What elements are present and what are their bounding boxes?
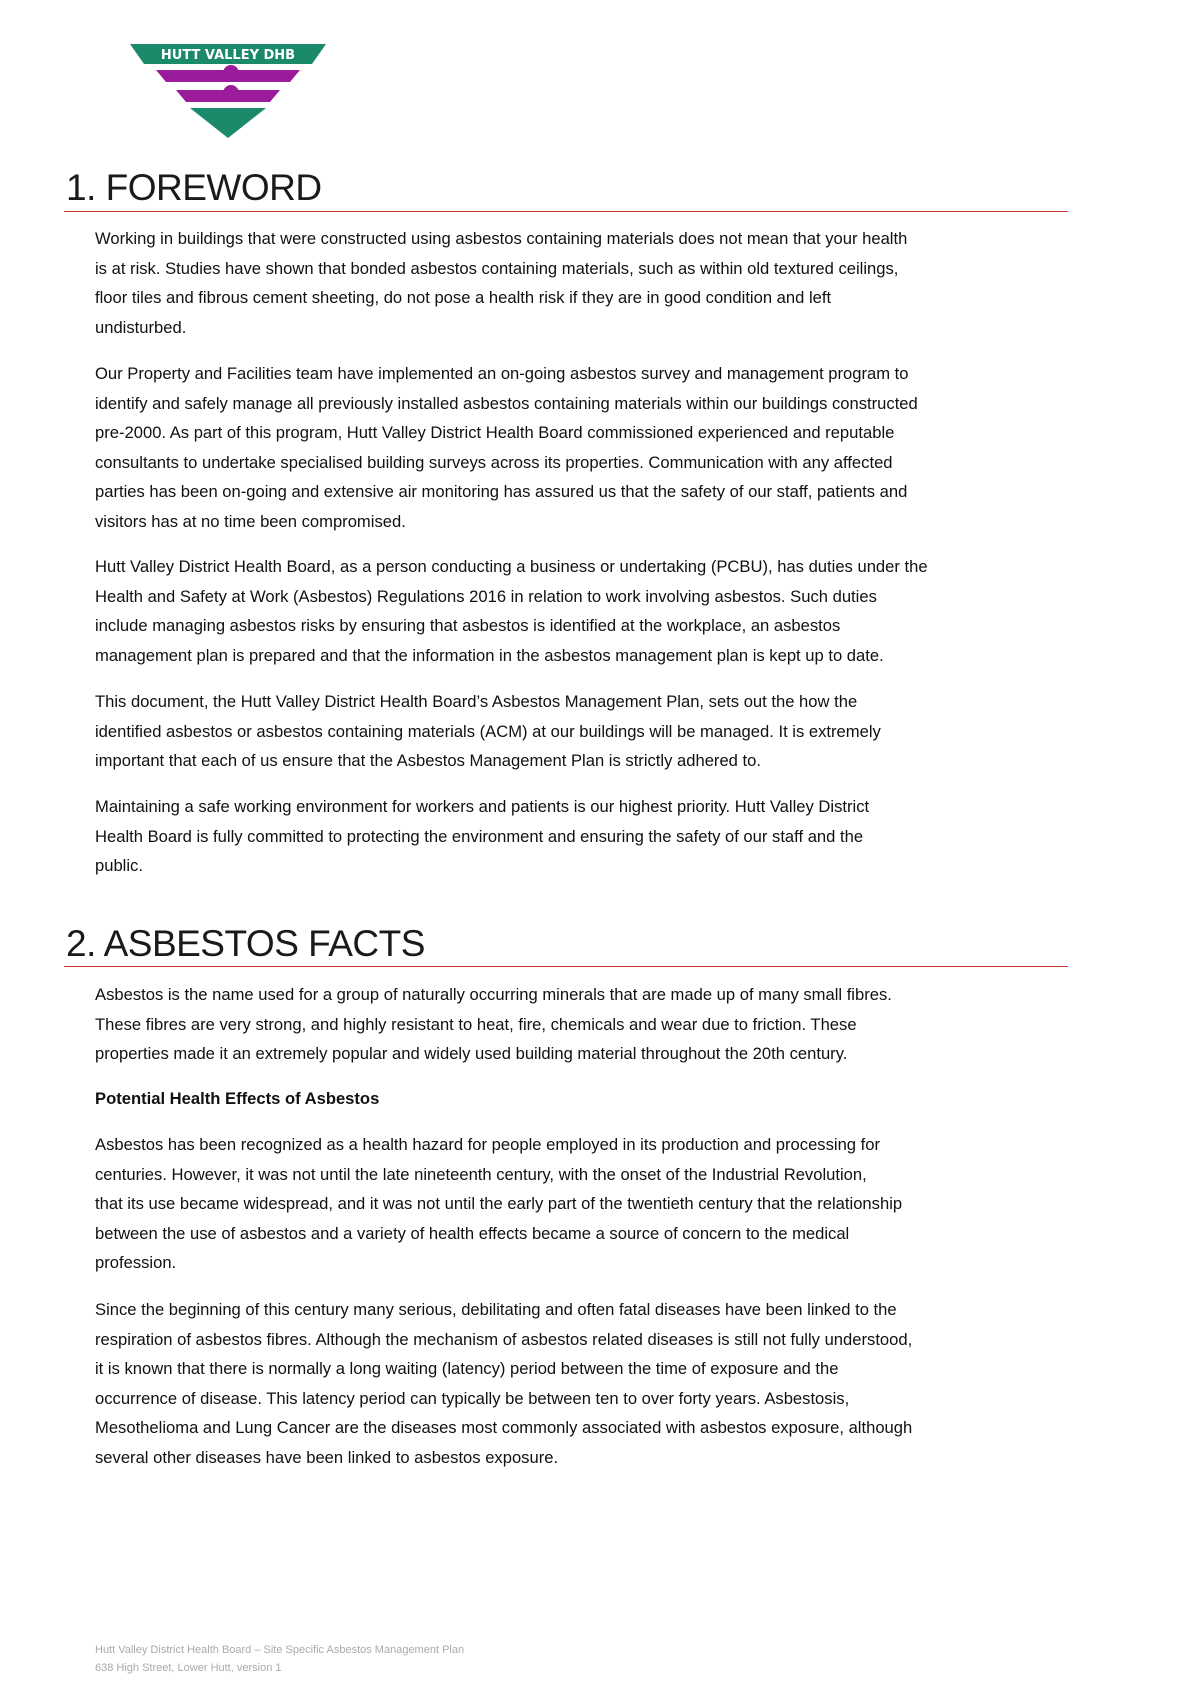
heading-divider: [64, 211, 1068, 212]
paragraph: [95, 224, 1070, 342]
footer: [95, 1641, 464, 1677]
heading-divider: [64, 966, 1068, 967]
paragraph: [95, 1295, 1070, 1472]
paragraph: [95, 359, 1070, 536]
paragraph: [95, 687, 1070, 776]
paragraph: [95, 1130, 1070, 1278]
text-line: Working in buildings that were constructed using asbestos containing materials does not mean that your health: [95, 229, 908, 248]
text-line: centuries. However, it was not until the late nineteenth century, with the onset of the Industrial Revolution,: [95, 1164, 867, 1184]
paragraph: [95, 980, 1070, 1069]
text-line: undisturbed.: [95, 317, 187, 337]
subheading-health-effects: Potential Health Effects of Asbestos: [95, 1089, 380, 1108]
text-line: that its use became widespread, and it was not until the early part of the twentieth century that the relationship: [95, 1194, 903, 1213]
footer-title: Hutt Valley District Health Board – Site Specific Asbestos Management Plan: [95, 1644, 465, 1656]
text-line: Our Property and Facilities team have implemented an on-going asbestos survey and management program to: [95, 364, 909, 383]
text-line: Health Board is fully committed to protecting the environment and ensuring the safety of our staff and the: [95, 826, 864, 846]
text-line: pre-2000. As part of this program, Hutt Valley District Health Board commissioned experienced and reputable: [95, 423, 895, 442]
footer-address: 638 High Street, Lower Hutt, version 1: [95, 1662, 282, 1674]
text-line: Since the beginning of this century many serious, debilitating and often fatal diseases have been linked to the: [95, 1300, 897, 1319]
text-line: Hutt Valley District Health Board, as a person conducting a business or undertaking (PCBU), has duties under the: [95, 557, 928, 576]
text-line: These fibres are very strong, and highly resistant to heat, fire, chemicals and wear due to friction. These: [95, 1014, 857, 1034]
text-line: public.: [95, 856, 143, 875]
paragraph: [95, 792, 1070, 881]
paragraph: [95, 552, 1070, 670]
text-line: Mesothelioma and Lung Cancer are the diseases most commonly associated with asbestos exposure, although: [95, 1418, 913, 1437]
text-line: profession.: [95, 1253, 177, 1272]
text-line: include managing asbestos risks by ensuring that asbestos is identified at the workplace, an asbestos: [95, 616, 841, 635]
hutt-valley-dhb-logo: [128, 42, 328, 142]
svg-text:HUTT VALLEY DHB: HUTT VALLEY DHB: [160, 48, 296, 63]
text-line: is at risk. Studies have shown that bonded asbestos containing materials, such as within old textured ceilings,: [95, 258, 899, 278]
text-line: Health and Safety at Work (Asbestos) Regulations 2016 in relation to work involving asbestos. Such duties: [95, 586, 877, 606]
section-heading-foreword: 1. FOREWORD: [66, 167, 322, 208]
text-line: This document, the Hutt Valley District Health Board’s Asbestos Management Plan, sets out the how the: [95, 692, 858, 711]
text-line: identify and safely manage all previously installed asbestos containing materials within our buildings constructed: [95, 393, 918, 413]
section-heading-asbestos-facts: 2. ASBESTOS FACTS: [66, 923, 425, 964]
text-line: Asbestos has been recognized as a health hazard for people employed in its production and processing for: [95, 1135, 881, 1154]
text-line: floor tiles and fibrous cement sheeting, do not pose a health risk if they are in good condition and left: [95, 288, 832, 307]
text-line: between the use of asbestos and a variety of health effects became a source of concern to the medical: [95, 1223, 850, 1243]
text-line: it is known that there is normally a long waiting (latency) period between the time of exposure and the: [95, 1359, 839, 1378]
text-line: properties made it an extremely popular and widely used building material throughout the 20th century.: [95, 1044, 848, 1063]
text-line: parties has been on-going and extensive air monitoring has assured us that the safety of our staff, patients and: [95, 482, 908, 501]
text-line: important that each of us ensure that the Asbestos Management Plan is strictly adhered to.: [95, 751, 761, 770]
text-line: visitors has at no time been compromised.: [95, 511, 406, 531]
text-line: Asbestos is the name used for a group of naturally occurring minerals that are made up of many small fibres.: [95, 985, 892, 1004]
text-line: identified asbestos or asbestos containing materials (ACM) at our buildings will be managed. It is extremely: [95, 721, 881, 741]
text-line: consultants to undertake specialised building surveys across its properties. Communication with any affected: [95, 452, 893, 472]
text-line: management plan is prepared and that the information in the asbestos management plan is kept up to date.: [95, 645, 884, 665]
text-line: several other diseases have been linked to asbestos exposure.: [95, 1447, 559, 1467]
text-line: Maintaining a safe working environment for workers and patients is our highest priority. Hutt Valley District: [95, 797, 870, 816]
text-line: respiration of asbestos fibres. Although the mechanism of asbestos related diseases is still not fully understood,: [95, 1329, 913, 1349]
text-line: occurrence of disease. This latency period can typically be between ten to over forty years. Asbestosis,: [95, 1388, 850, 1408]
